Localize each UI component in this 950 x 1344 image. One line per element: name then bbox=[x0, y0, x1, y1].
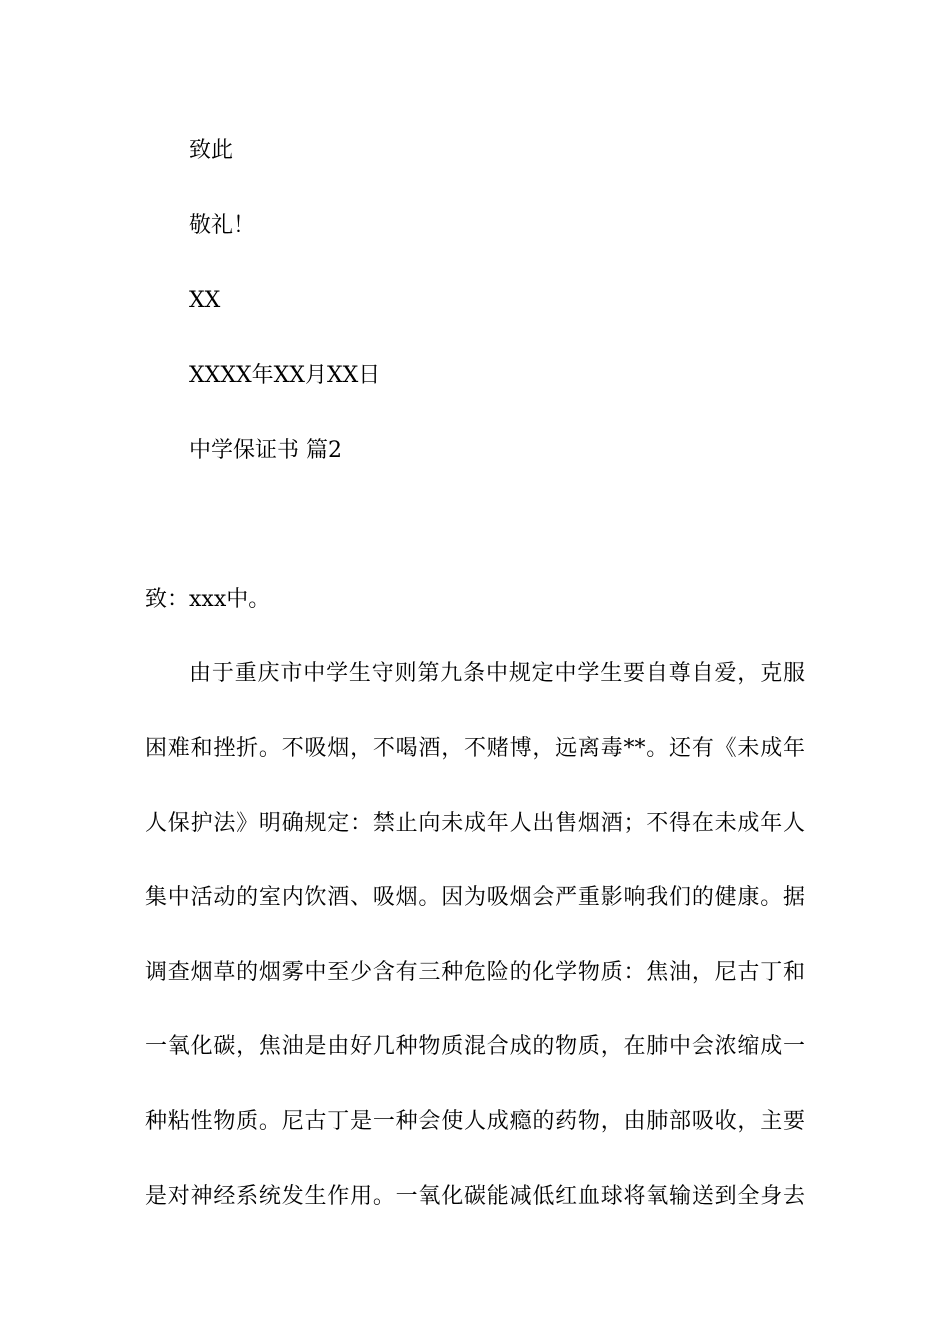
paragraph-line: 种粘性物质。尼古丁是一种会使人成瘾的药物，由肺部吸收，主要 bbox=[145, 1109, 805, 1134]
section-title: 中学保证书 篇2 bbox=[189, 438, 342, 463]
signer-name: XX bbox=[189, 288, 221, 313]
paragraph-line: 调查烟草的烟雾中至少含有三种危险的化学物质：焦油，尼古丁和 bbox=[145, 960, 805, 985]
signature-date: XXXX年XX月XX日 bbox=[189, 363, 381, 388]
paragraph-line: 集中活动的室内饮酒、吸烟。因为吸烟会严重影响我们的健康。据 bbox=[145, 885, 805, 910]
closing-zhici: 致此 bbox=[189, 138, 234, 163]
paragraph-line: 由于重庆市中学生守则第九条中规定中学生要自尊自爱，克服 bbox=[189, 661, 805, 686]
paragraph-line: 困难和挫折。不吸烟，不喝酒，不赌博，远离毒**。还有《未成年 bbox=[145, 736, 805, 761]
salutation: 致：xxx中。 bbox=[145, 587, 271, 612]
closing-jingli: 敬礼！ bbox=[189, 213, 256, 238]
paragraph-line: 是对神经系统发生作用。一氧化碳能减低红血球将氧输送到全身去 bbox=[145, 1184, 805, 1209]
paragraph-line: 人保护法》明确规定：禁止向未成年人出售烟酒；不得在未成年人 bbox=[145, 811, 805, 836]
paragraph-line: 一氧化碳，焦油是由好几种物质混合成的物质，在肺中会浓缩成一 bbox=[145, 1034, 805, 1059]
